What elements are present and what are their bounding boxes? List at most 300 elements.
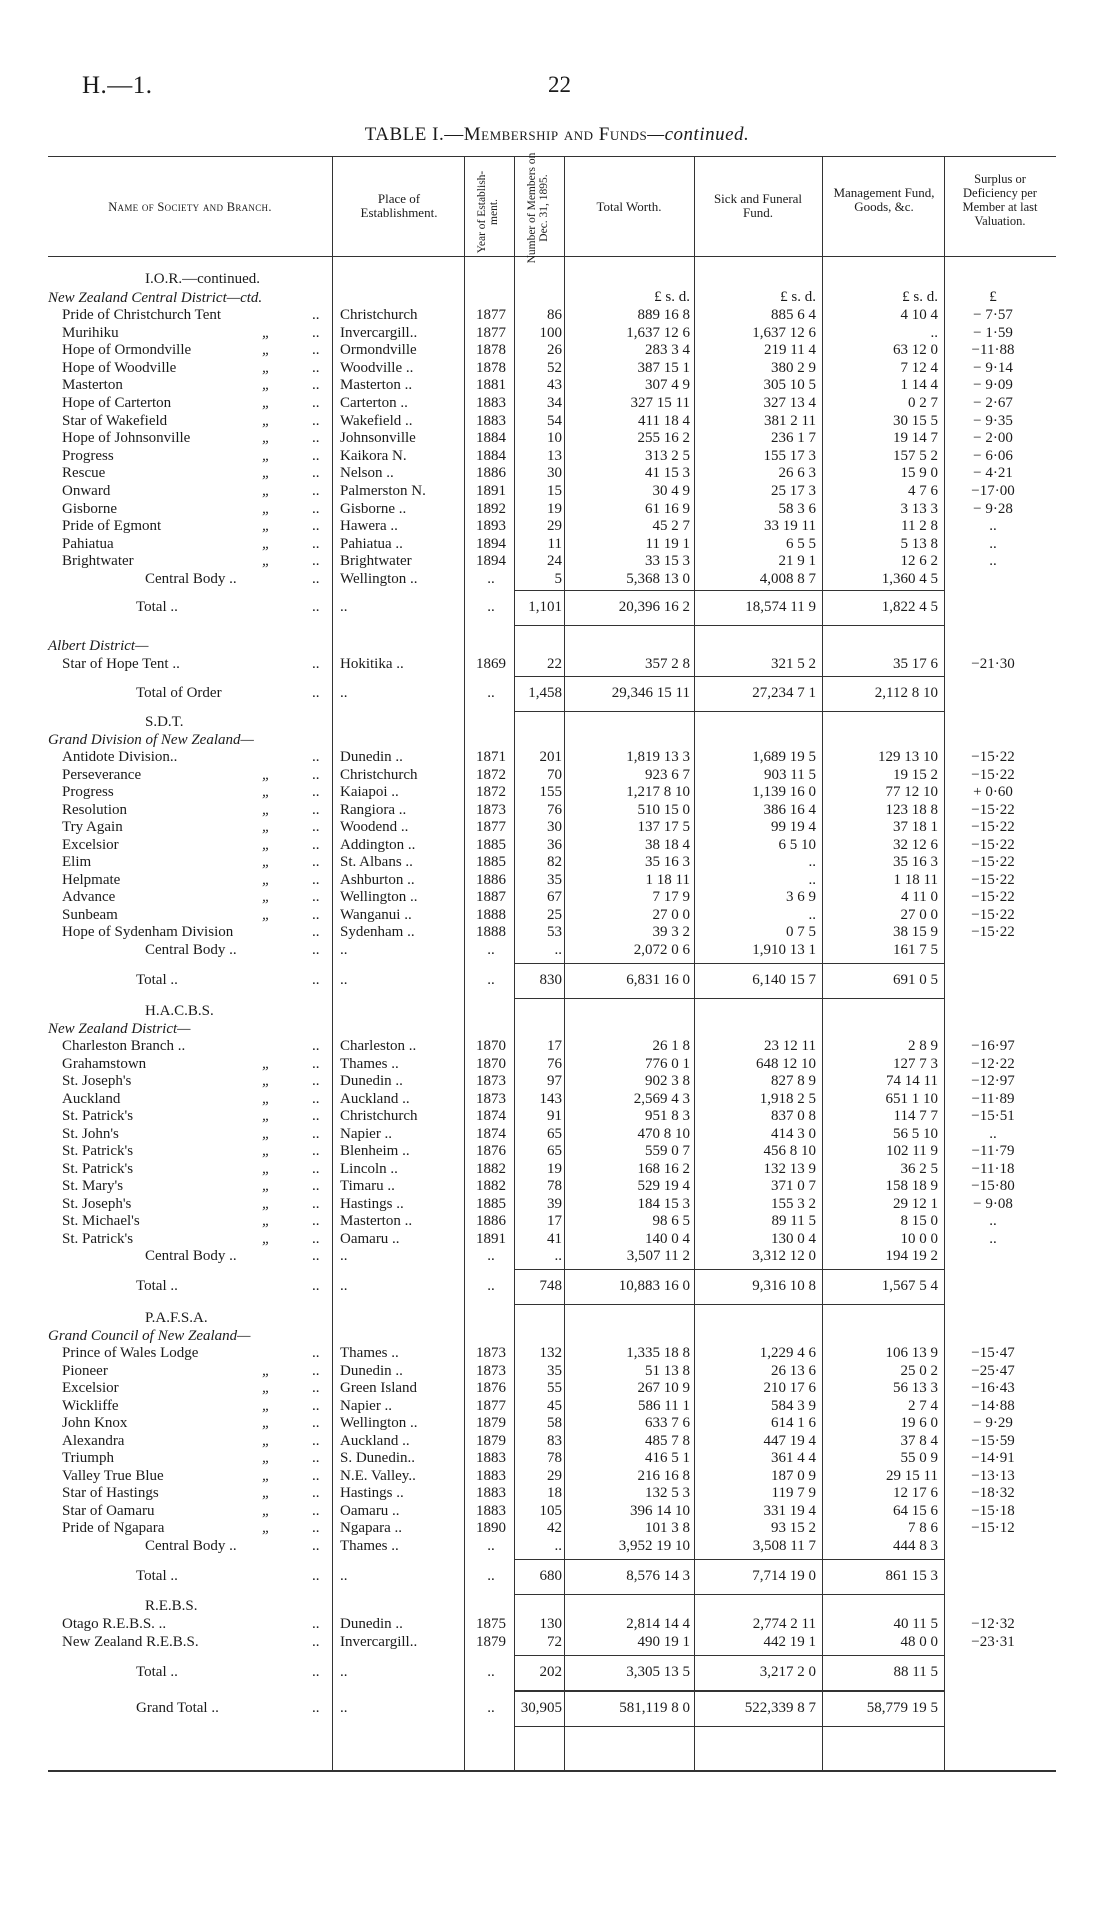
place-cell: Hokitika .. [340,655,404,672]
ditto-mark: „ [262,801,271,818]
table-bottom-rule [48,1770,1056,1772]
units-worth: £ s. d. [654,289,690,305]
surplus-cell: −15·59 [971,1432,1015,1449]
year-cell: 1873 [476,1362,506,1379]
table-row [0,1196,1114,1214]
leader-dots: .. [312,500,320,517]
place-cell: St. Albans .. [340,854,413,870]
ditto-mark: „ [262,1178,271,1194]
table-row [0,1380,1114,1398]
table-row [0,1520,1114,1538]
management-fund-cell: 19 6 0 [900,1415,938,1431]
year-cell: 1874 [476,1108,506,1124]
place-cell: Oamaru .. [340,1230,400,1247]
place-cell: Pahiatua .. [340,535,403,552]
management-fund-cell: 12 6 2 [900,553,938,570]
year-cell: 1877 [476,307,506,323]
year-cell: 1893 [476,518,506,535]
table-title-suffix: —continued. [647,124,750,145]
total-worth-cell: 902 3 8 [645,1073,690,1089]
year-cell: 1885 [476,1195,506,1212]
units-mgmt: £ s. d. [902,289,938,305]
leader-dots: .. [312,1038,320,1054]
branch-name: Murihiku [62,324,119,341]
branch-name: Excelsior [62,1380,119,1396]
sick-fund-cell: 132 13 9 [763,1160,816,1177]
sick-fund-cell: 23 12 11 [764,1038,816,1054]
place-cell: Invercargill.. [340,1633,418,1650]
members-cell: 65 [547,1125,562,1142]
leader-dots: .. [312,1520,320,1536]
members-cell: 54 [547,412,562,429]
total-rule [514,1269,944,1270]
table-row [0,1503,1114,1521]
members-cell: 65 [547,1143,562,1159]
table-row [0,430,1114,448]
surplus-cell: −23·31 [971,1633,1015,1650]
members-cell: 100 [539,324,562,341]
branch-name: Onward [62,483,111,499]
management-fund-cell: 2 8 9 [908,1038,938,1054]
surplus-cell: −15·22 [971,819,1015,835]
table-row [0,1091,1114,1109]
branch-name: Total .. [136,1664,178,1680]
sick-fund-cell: 0 7 5 [786,924,816,940]
surplus-cell: −12·97 [971,1073,1015,1089]
place-cell: Wanganui .. [340,906,412,923]
members-cell: 39 [547,1195,562,1212]
branch-name: Central Body .. [145,941,237,958]
leader-dots: .. [312,784,320,800]
management-fund-cell: 25 0 2 [900,1362,938,1379]
members-cell: 748 [539,1278,562,1294]
total-worth-cell: 1,217 8 10 [626,784,690,800]
sick-fund-cell: 305 10 5 [763,377,816,394]
surplus-cell: .. [989,553,997,570]
place-cell: Hastings .. [340,1485,404,1501]
year-cell: 1882 [476,1178,506,1194]
leader-dots: .. [312,836,320,853]
management-fund-cell: 19 15 2 [893,766,938,783]
branch-name: Try Again [62,819,123,835]
total-rule [514,963,944,964]
sick-fund-cell: 1,918 2 5 [759,1090,816,1107]
members-cell: 30 [547,819,562,835]
total-rule [514,1655,944,1656]
surplus-cell: −14·88 [971,1397,1015,1414]
ditto-mark: „ [262,1450,271,1466]
table-row [0,1634,1114,1652]
section-heading-row [0,1598,1114,1616]
colhead-name: Name of Society and Branch. [108,200,272,214]
branch-name: John Knox [62,1415,128,1431]
table-row [0,325,1114,343]
section-heading-row [0,1003,1114,1021]
leader-dots: .. [312,1055,320,1072]
ditto-mark: „ [262,1362,271,1379]
total-worth-cell: 26 1 8 [652,1038,690,1054]
total-worth-cell: 1 18 11 [645,871,690,888]
branch-name: Star of Wakefield [62,412,168,429]
ditto-mark: „ [262,819,271,835]
management-fund-cell: 4 7 6 [908,483,938,499]
surplus-cell: .. [989,518,997,535]
total-worth-cell: 559 0 7 [645,1143,690,1159]
section-heading-row [0,290,1114,308]
leader-dots: .. [312,766,320,783]
sick-fund-cell: 380 2 9 [771,359,816,376]
total-worth-cell: 2,814 14 4 [626,1616,690,1632]
ditto-mark: „ [262,1520,271,1536]
members-cell: 18 [547,1485,562,1501]
ditto-mark: „ [262,359,271,376]
surplus-cell: − 6·06 [973,447,1013,464]
year-cell: 1870 [476,1055,506,1072]
management-fund-cell: 10 0 0 [900,1230,938,1247]
management-fund-cell: 1,567 5 4 [881,1278,938,1294]
members-cell: 30 [547,465,562,482]
surplus-cell: −15·51 [971,1108,1015,1124]
surplus-cell: −12·22 [971,1055,1015,1072]
place-cell: Woodend .. [340,819,409,835]
sick-fund-cell: 6,140 15 7 [752,972,816,988]
year-cell: 1883 [476,395,506,411]
year-cell: 1894 [476,553,506,570]
leader-dots: .. [312,1380,320,1396]
table-row [0,1433,1114,1451]
place-cell: Wellington .. [340,571,418,587]
year-cell: 1888 [476,906,506,923]
sick-fund-cell: 584 3 9 [771,1397,816,1414]
members-cell: 202 [539,1664,562,1680]
total-row [0,1700,1114,1718]
year-cell: .. [487,571,495,587]
sick-fund-cell: 155 17 3 [763,447,816,464]
ditto-mark: „ [262,1467,271,1484]
table-row [0,942,1114,960]
members-cell: 36 [547,836,562,853]
year-cell: .. [487,972,495,988]
leader-dots: .. [312,377,320,394]
members-cell: 45 [547,1397,562,1414]
leader-dots: .. [312,447,320,464]
members-cell: 53 [547,924,562,940]
branch-name: Gisborne [62,500,117,517]
total-worth-cell: 396 14 10 [630,1502,690,1519]
ditto-mark: „ [262,1397,271,1414]
total-worth-cell: 216 16 8 [637,1467,690,1484]
table-row [0,872,1114,890]
place-cell: Dunedin .. [340,1073,403,1089]
members-cell: 22 [547,655,562,672]
colhead-surplus: Surplus or Deficiency per Member at last Valuation. [962,172,1038,228]
sick-fund-cell: .. [808,906,816,923]
place-cell: Thames .. [340,1345,399,1361]
section-heading-row [0,1021,1114,1039]
total-worth-cell: 307 4 9 [645,377,690,394]
year-cell: .. [487,1568,495,1584]
total-worth-cell: 140 0 4 [645,1230,690,1247]
members-cell: 35 [547,1362,562,1379]
branch-name: St. John's [62,1125,119,1142]
place-cell: Wakefield .. [340,412,413,429]
total-rule [514,1726,944,1727]
ditto-mark: „ [262,500,271,517]
members-cell: 55 [547,1380,562,1396]
table-row [0,377,1114,395]
year-cell: 1884 [476,430,506,447]
management-fund-cell: 29 15 11 [886,1467,938,1484]
section-heading-row [0,271,1114,289]
surplus-cell: + 0·60 [973,784,1013,800]
members-cell: 67 [547,889,562,905]
place-cell: Ormondville [340,342,417,359]
total-worth-cell: 184 15 3 [637,1195,690,1212]
sick-fund-cell: 522,339 8 7 [744,1700,816,1716]
place-cell: Napier .. [340,1397,393,1414]
members-cell: 105 [539,1502,562,1519]
branch-name: Resolution [62,801,128,818]
total-worth-cell: 39 3 2 [652,924,690,940]
total-rule [514,625,944,626]
management-fund-cell: 1,822 4 5 [881,598,938,615]
management-fund-cell: 11 2 8 [901,518,938,535]
sick-fund-cell: 827 8 9 [771,1073,816,1089]
branch-name: Star of Hastings [62,1485,159,1501]
year-cell: .. [487,1278,495,1294]
total-worth-cell: 7 17 9 [652,889,690,905]
sick-fund-cell: 456 8 10 [763,1143,816,1159]
table-title-prefix: TABLE I.— [364,124,464,145]
branch-name: Valley True Blue [62,1467,164,1484]
total-worth-cell: 98 6 5 [652,1213,690,1229]
surplus-cell: −15·22 [971,924,1015,940]
place-cell: Charleston .. [340,1038,417,1054]
management-fund-cell: 4 10 4 [900,307,938,323]
total-worth-cell: 2,569 4 3 [633,1090,690,1107]
management-fund-cell: 114 7 7 [893,1108,938,1124]
members-cell: 34 [547,395,562,411]
branch-name: Progress [62,447,114,464]
leader-dots: .. [312,465,320,482]
ditto-mark: „ [262,518,271,535]
members-cell: 15 [547,483,562,499]
place-cell: Ngapara .. [340,1520,403,1536]
members-cell: 25 [547,906,562,923]
management-fund-cell: 7 8 6 [908,1520,938,1536]
members-cell: 72 [547,1633,562,1650]
sick-fund-cell: 1,637 12 6 [752,324,816,341]
leader-dots: .. [312,553,320,570]
total-worth-cell: 29,346 15 11 [611,685,690,701]
surplus-cell: −11·79 [971,1143,1015,1159]
members-cell: 5 [554,571,562,587]
surplus-cell: −12·32 [971,1616,1015,1632]
management-fund-cell: 2 7 4 [908,1397,938,1414]
total-row [0,1568,1114,1586]
table-row [0,518,1114,536]
members-cell: 17 [547,1213,562,1229]
place-cell: .. [340,1700,348,1716]
surplus-cell: − 9·08 [973,1195,1013,1212]
table-top-rule [48,156,1056,157]
branch-name: St. Joseph's [62,1073,132,1089]
ditto-mark: „ [262,906,271,923]
table-row [0,342,1114,360]
total-worth-cell: 61 16 9 [645,500,690,517]
members-cell: .. [554,1248,562,1264]
leader-dots: .. [312,1415,320,1431]
table-row [0,656,1114,674]
total-worth-cell: 327 15 11 [630,395,690,411]
leader-dots: .. [312,655,320,672]
ditto-mark: „ [262,854,271,870]
leader-dots: .. [312,1195,320,1212]
sick-fund-cell: 648 12 10 [756,1055,816,1072]
members-cell: 201 [539,749,562,765]
ditto-mark: „ [262,1055,271,1072]
total-rule [514,711,944,712]
place-cell: .. [340,598,348,615]
management-fund-cell: 3 13 3 [900,500,938,517]
members-cell: .. [554,941,562,958]
leader-dots: .. [312,342,320,359]
total-worth-cell: 283 3 4 [645,342,690,359]
year-cell: 1883 [476,1485,506,1501]
total-rule [514,590,944,591]
members-cell: 26 [547,342,562,359]
year-cell: 1876 [476,1380,506,1396]
year-cell: 1874 [476,1125,506,1142]
place-cell: Johnsonville [340,430,416,447]
branch-name: Pride of Christchurch Tent [62,307,222,323]
total-worth-cell: 30 4 9 [652,483,690,499]
management-fund-cell: 5 13 8 [900,535,938,552]
place-cell: Kaiapoi .. [340,784,399,800]
ditto-mark: „ [262,836,271,853]
total-worth-cell: 581,119 8 0 [619,1700,690,1716]
ditto-mark: „ [262,889,271,905]
surplus-cell: −15·18 [971,1502,1015,1519]
management-fund-cell: 157 5 2 [893,447,938,464]
total-worth-cell: 529 19 4 [637,1178,690,1194]
management-fund-cell: 55 0 9 [900,1450,938,1466]
ditto-mark: „ [262,412,271,429]
total-worth-cell: 27 0 0 [652,906,690,923]
leader-dots: .. [312,1432,320,1449]
place-cell: Auckland .. [340,1432,410,1449]
surplus-cell: − 9·14 [973,359,1013,376]
ditto-mark: „ [262,447,271,464]
leader-dots: .. [312,1090,320,1107]
ditto-mark: „ [262,1143,271,1159]
members-cell: 91 [547,1108,562,1124]
sick-fund-cell: 837 0 8 [771,1108,816,1124]
leader-dots: .. [312,1143,320,1159]
place-cell: Masterton .. [340,377,413,394]
year-cell: 1888 [476,924,506,940]
branch-name: Grand Division of New Zealand— [48,731,254,748]
members-cell: 42 [547,1520,562,1536]
leader-dots: .. [312,1397,320,1414]
place-cell: Invercargill.. [340,324,418,341]
management-fund-cell: 35 17 6 [893,655,938,672]
ditto-mark: „ [262,324,271,341]
section-heading-row [0,732,1114,750]
table-row [0,854,1114,872]
total-row [0,1664,1114,1682]
management-fund-cell: 48 0 0 [900,1633,938,1650]
leader-dots: .. [312,1537,320,1554]
branch-name: St. Mary's [62,1178,124,1194]
ditto-mark: „ [262,1485,271,1501]
total-worth-cell: 357 2 8 [645,655,690,672]
management-fund-cell: 12 17 6 [893,1485,938,1501]
total-worth-cell: 11 19 1 [645,535,690,552]
table-row [0,1126,1114,1144]
total-worth-cell: 889 16 8 [637,307,690,323]
surplus-cell: −21·30 [971,655,1015,672]
branch-name: St. Patrick's [62,1230,134,1247]
place-cell: Timaru .. [340,1178,395,1194]
section-heading-row [0,714,1114,732]
total-worth-cell: 38 18 4 [645,836,690,853]
surplus-cell: −18·32 [971,1485,1015,1501]
table-row [0,1363,1114,1381]
members-cell: 155 [539,784,562,800]
sick-fund-cell: 7,714 19 0 [752,1568,816,1584]
total-worth-cell: 485 7 8 [645,1432,690,1449]
leader-dots: .. [312,1248,320,1264]
branch-name: St. Patrick's [62,1160,134,1177]
place-cell: N.E. Valley.. [340,1467,416,1484]
total-worth-cell: 6,831 16 0 [626,972,690,988]
ditto-mark: „ [262,465,271,482]
branch-name: Perseverance [62,766,142,783]
members-cell: 58 [547,1415,562,1431]
leader-dots: .. [312,598,320,615]
management-fund-cell: 7 12 4 [900,359,938,376]
members-cell: 83 [547,1432,562,1449]
total-worth-cell: 137 17 5 [637,819,690,835]
ditto-mark: „ [262,1432,271,1449]
place-cell: Thames .. [340,1055,399,1072]
place-cell: Gisborne .. [340,500,407,517]
table-row [0,784,1114,802]
total-worth-cell: 168 16 2 [637,1160,690,1177]
sick-fund-cell: 6 5 5 [786,535,816,552]
place-cell: Blenheim .. [340,1143,410,1159]
management-fund-cell: 651 1 10 [885,1090,938,1107]
sick-fund-cell: 3,312 12 0 [752,1248,816,1264]
branch-name: Rescue [62,465,106,482]
surplus-cell: −15·22 [971,801,1015,818]
table-row [0,360,1114,378]
branch-name: Hope of Ormondville [62,342,192,359]
branch-name: Grand Total .. [136,1700,219,1716]
branch-name: Charleston Branch .. [62,1038,186,1054]
management-fund-cell: 691 0 5 [893,972,938,988]
branch-name: Hope of Sydenham Division [62,924,234,940]
branch-name: Helpmate [62,871,121,888]
place-cell: Green Island [340,1380,418,1396]
place-cell: Palmerston N. [340,483,426,499]
year-cell: 1878 [476,359,506,376]
total-worth-cell: 1,819 13 3 [626,749,690,765]
year-cell: 1879 [476,1432,506,1449]
year-cell: .. [487,598,495,615]
table-row [0,307,1114,325]
